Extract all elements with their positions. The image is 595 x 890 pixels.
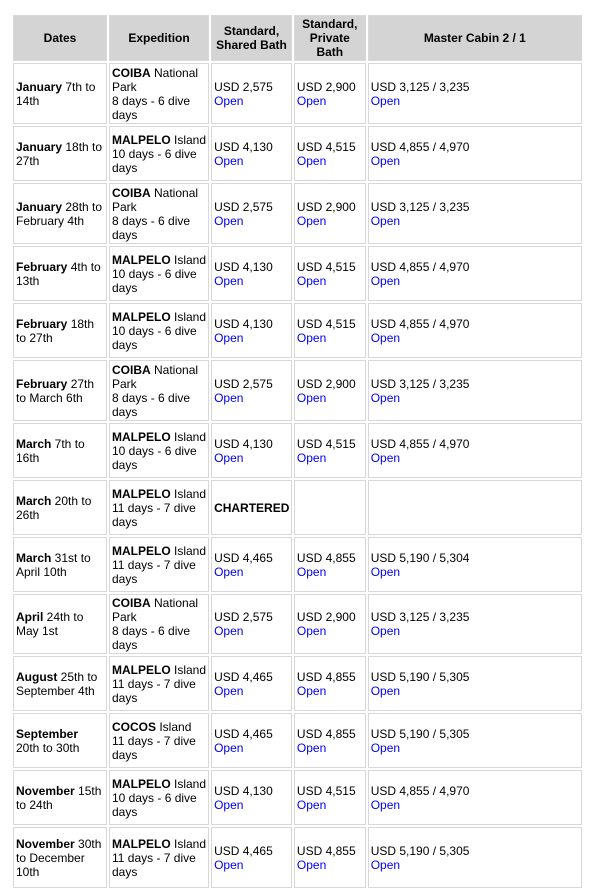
open-link[interactable]: Open bbox=[370, 740, 401, 755]
header-private-line3: Bath bbox=[316, 45, 344, 59]
expedition-duration: 11 days - 7 dive days bbox=[112, 733, 196, 762]
expedition-place: Island bbox=[170, 543, 207, 558]
table-row bbox=[13, 360, 582, 421]
price-shared-cell bbox=[211, 246, 292, 301]
price-master-cell bbox=[368, 713, 582, 768]
price-value: USD 2,575 bbox=[214, 79, 273, 94]
date-month: September bbox=[16, 726, 79, 741]
open-link[interactable]: Open bbox=[370, 330, 401, 345]
price-shared-cell bbox=[211, 63, 292, 124]
price-master-cell bbox=[368, 423, 582, 478]
price-value: USD 4,465 bbox=[214, 843, 273, 858]
price-private-cell bbox=[294, 537, 366, 592]
price-private-cell bbox=[294, 63, 366, 124]
expedition-name: MALPELO bbox=[112, 662, 171, 677]
price-shared-cell bbox=[211, 827, 292, 888]
price-value: USD 4,465 bbox=[214, 550, 273, 565]
price-value: USD 4,515 bbox=[296, 436, 356, 451]
header-shared-line2: Shared Bath bbox=[216, 38, 287, 52]
open-link[interactable]: Open bbox=[214, 93, 244, 108]
price-value: USD 3,125 / 3,235 bbox=[370, 199, 470, 214]
price-value: USD 2,575 bbox=[214, 376, 273, 391]
expedition-cell bbox=[109, 656, 209, 711]
price-master-cell bbox=[368, 827, 582, 888]
expedition-name: COIBA bbox=[112, 65, 151, 80]
expedition-name: MALPELO bbox=[112, 543, 171, 558]
price-master-cell bbox=[368, 770, 582, 825]
date-range: 7th to 14th bbox=[16, 79, 96, 108]
date-cell bbox=[13, 480, 107, 535]
header-row bbox=[13, 15, 582, 61]
table-row bbox=[13, 713, 582, 768]
price-private-cell bbox=[294, 303, 366, 358]
schedule-table bbox=[11, 13, 584, 890]
open-link[interactable]: Open bbox=[214, 740, 244, 755]
price-private-cell bbox=[294, 656, 366, 711]
date-cell bbox=[13, 183, 107, 244]
expedition-cell bbox=[109, 594, 209, 654]
expedition-place: National Park bbox=[112, 362, 199, 391]
open-link[interactable]: Open bbox=[214, 330, 244, 345]
expedition-name: MALPELO bbox=[112, 836, 171, 851]
open-link[interactable]: Open bbox=[296, 153, 327, 168]
price-value: USD 2,900 bbox=[296, 376, 356, 391]
price-value: USD 4,130 bbox=[214, 259, 273, 274]
price-private-cell bbox=[294, 827, 366, 888]
expedition-place: National Park bbox=[112, 596, 199, 624]
expedition-cell bbox=[109, 423, 209, 478]
price-value: USD 4,130 bbox=[214, 783, 273, 798]
open-link[interactable]: Open bbox=[296, 683, 327, 698]
open-link[interactable]: Open bbox=[214, 857, 244, 872]
expedition-place: National Park bbox=[112, 185, 199, 214]
expedition-place: Island bbox=[170, 836, 207, 851]
expedition-cell bbox=[109, 126, 209, 181]
price-shared-cell bbox=[211, 770, 292, 825]
price-value: USD 4,855 / 4,970 bbox=[370, 783, 470, 798]
price-master-cell bbox=[368, 594, 582, 654]
date-month: February bbox=[16, 316, 68, 331]
open-link[interactable]: Open bbox=[214, 683, 244, 698]
date-month: March bbox=[16, 493, 52, 508]
open-link[interactable]: Open bbox=[370, 273, 401, 288]
price-value: USD 3,125 / 3,235 bbox=[370, 610, 470, 624]
price-value: USD 4,855 bbox=[296, 726, 356, 741]
expedition-place: Island bbox=[170, 309, 207, 324]
price-shared-cell bbox=[211, 183, 292, 244]
expedition-name: MALPELO bbox=[112, 252, 171, 267]
expedition-duration: 11 days - 7 dive days bbox=[112, 676, 196, 705]
date-cell bbox=[13, 537, 107, 592]
open-link[interactable]: Open bbox=[370, 213, 401, 228]
table-row bbox=[13, 656, 582, 711]
price-value: USD 4,855 / 4,970 bbox=[370, 316, 470, 331]
price-master-cell bbox=[368, 360, 582, 421]
price-value: USD 2,575 bbox=[214, 610, 273, 624]
date-month: February bbox=[16, 376, 68, 391]
price-private-cell bbox=[294, 770, 366, 825]
price-value: USD 2,900 bbox=[296, 610, 356, 624]
open-link[interactable]: Open bbox=[296, 564, 327, 579]
expedition-cell bbox=[109, 713, 209, 768]
date-range: 4th to 13th bbox=[16, 259, 101, 288]
open-link[interactable]: Open bbox=[370, 683, 401, 698]
header-private-line2: Private bbox=[309, 31, 350, 45]
price-value: USD 4,130 bbox=[214, 436, 273, 451]
open-link[interactable]: Open bbox=[296, 797, 327, 812]
date-cell bbox=[13, 303, 107, 358]
table-row bbox=[13, 770, 582, 825]
expedition-place: Island bbox=[170, 252, 207, 267]
expedition-name: MALPELO bbox=[112, 486, 171, 501]
date-month: April bbox=[16, 610, 44, 624]
date-range: 7th to 16th bbox=[16, 436, 85, 465]
expedition-duration: 8 days - 6 dive days bbox=[112, 93, 191, 122]
date-cell bbox=[13, 594, 107, 654]
date-range: 27th to March 6th bbox=[16, 376, 95, 405]
table-row bbox=[13, 537, 582, 592]
price-value: USD 4,855 / 4,970 bbox=[370, 139, 470, 154]
open-link[interactable]: Open bbox=[214, 564, 244, 579]
date-range: 24th to May 1st bbox=[16, 610, 84, 638]
open-link[interactable]: Open bbox=[370, 624, 401, 638]
expedition-cell bbox=[109, 63, 209, 124]
date-month: November bbox=[16, 836, 75, 851]
expedition-name: MALPELO bbox=[112, 132, 171, 147]
price-private-cell bbox=[294, 246, 366, 301]
price-value: USD 5,190 / 5,304 bbox=[370, 550, 470, 565]
expedition-cell bbox=[109, 480, 209, 535]
expedition-name: COCOS bbox=[112, 719, 157, 734]
header-dates: Dates bbox=[13, 15, 107, 61]
price-value: USD 4,465 bbox=[214, 669, 273, 684]
price-value: USD 4,515 bbox=[296, 259, 356, 274]
table-row bbox=[13, 423, 582, 478]
date-cell bbox=[13, 360, 107, 421]
price-value: USD 2,575 bbox=[214, 199, 273, 214]
expedition-cell bbox=[109, 770, 209, 825]
price-private-cell bbox=[294, 183, 366, 244]
expedition-name: MALPELO bbox=[112, 776, 171, 791]
price-private-cell bbox=[294, 360, 366, 421]
price-master-cell bbox=[368, 183, 582, 244]
open-link[interactable]: Open bbox=[296, 273, 327, 288]
header-expedition: Expedition bbox=[109, 15, 209, 61]
header-shared-line1: Standard, bbox=[223, 24, 280, 38]
expedition-cell bbox=[109, 827, 209, 888]
expedition-name: MALPELO bbox=[112, 429, 171, 444]
date-month: March bbox=[16, 550, 52, 565]
chartered-cell bbox=[211, 480, 292, 535]
open-link[interactable]: Open bbox=[296, 450, 327, 465]
open-link[interactable]: Open bbox=[214, 273, 244, 288]
expedition-name: MALPELO bbox=[112, 309, 171, 324]
price-private-cell bbox=[294, 713, 366, 768]
expedition-duration: 10 days - 6 dive days bbox=[112, 266, 197, 295]
table-row bbox=[13, 63, 582, 124]
date-cell bbox=[13, 126, 107, 181]
date-cell bbox=[13, 770, 107, 825]
price-value: USD 4,515 bbox=[296, 783, 356, 798]
table-row bbox=[13, 827, 582, 888]
expedition-duration: 8 days - 6 dive days bbox=[112, 213, 191, 242]
price-master-cell bbox=[368, 537, 582, 592]
price-shared-cell bbox=[211, 537, 292, 592]
expedition-cell bbox=[109, 246, 209, 301]
price-value: USD 5,190 / 5,305 bbox=[370, 726, 470, 741]
open-link[interactable]: Open bbox=[370, 857, 401, 872]
open-link[interactable]: Open bbox=[370, 450, 401, 465]
date-month: February bbox=[16, 259, 68, 274]
open-link[interactable]: Open bbox=[370, 153, 401, 168]
price-private-cell bbox=[294, 423, 366, 478]
expedition-duration: 8 days - 6 dive days bbox=[112, 624, 191, 652]
open-link[interactable]: Open bbox=[214, 624, 244, 638]
price-master-cell bbox=[368, 63, 582, 124]
open-link[interactable]: Open bbox=[296, 857, 327, 872]
expedition-place: Island bbox=[156, 719, 192, 734]
expedition-duration: 10 days - 6 dive days bbox=[112, 146, 197, 175]
open-link[interactable]: Open bbox=[296, 93, 327, 108]
price-value: USD 3,125 / 3,235 bbox=[370, 79, 470, 94]
open-link[interactable]: Open bbox=[296, 390, 327, 405]
price-shared-cell bbox=[211, 303, 292, 358]
price-value: USD 4,515 bbox=[296, 316, 356, 331]
expedition-place: National Park bbox=[112, 65, 199, 94]
open-link[interactable]: Open bbox=[214, 390, 244, 405]
open-link[interactable]: Open bbox=[296, 213, 327, 228]
empty-cell bbox=[294, 480, 366, 535]
price-value: USD 5,190 / 5,305 bbox=[370, 669, 470, 684]
header-private-line1: Standard, bbox=[302, 17, 358, 31]
expedition-place: Island bbox=[170, 776, 207, 791]
open-link[interactable]: Open bbox=[296, 740, 327, 755]
table-row bbox=[13, 246, 582, 301]
open-link[interactable]: Open bbox=[296, 624, 327, 638]
price-value: USD 4,130 bbox=[214, 316, 273, 331]
date-month: January bbox=[16, 139, 63, 154]
expedition-place: Island bbox=[170, 429, 207, 444]
price-value: USD 3,125 / 3,235 bbox=[370, 376, 470, 391]
price-master-cell bbox=[368, 656, 582, 711]
open-link[interactable]: Open bbox=[214, 213, 244, 228]
price-master-cell bbox=[368, 303, 582, 358]
price-value: USD 2,900 bbox=[296, 79, 356, 94]
price-shared-cell bbox=[211, 656, 292, 711]
expedition-duration: 11 days - 7 dive days bbox=[112, 850, 196, 879]
price-value: USD 4,130 bbox=[214, 139, 273, 154]
chartered-label: CHARTERED bbox=[214, 500, 290, 515]
date-range: 15th to 24th bbox=[16, 783, 102, 812]
price-shared-cell bbox=[211, 594, 292, 654]
expedition-cell bbox=[109, 183, 209, 244]
expedition-cell bbox=[109, 537, 209, 592]
expedition-name: COIBA bbox=[112, 185, 151, 200]
price-value: USD 2,900 bbox=[296, 199, 356, 214]
expedition-place: Island bbox=[170, 132, 207, 147]
date-range: 18th to 27th bbox=[16, 316, 95, 345]
price-value: USD 4,465 bbox=[214, 726, 273, 741]
date-range: 18th to 27th bbox=[16, 139, 103, 168]
expedition-cell bbox=[109, 303, 209, 358]
table-row bbox=[13, 126, 582, 181]
date-cell bbox=[13, 246, 107, 301]
expedition-place: Island bbox=[170, 662, 207, 677]
price-shared-cell bbox=[211, 126, 292, 181]
header-master-cabin: Master Cabin 2 / 1 bbox=[368, 15, 582, 61]
date-cell bbox=[13, 713, 107, 768]
open-link[interactable]: Open bbox=[370, 797, 401, 812]
price-master-cell bbox=[368, 126, 582, 181]
price-value: USD 5,190 / 5,305 bbox=[370, 843, 470, 858]
expedition-duration: 10 days - 6 dive days bbox=[112, 790, 197, 819]
price-value: USD 4,855 bbox=[296, 669, 356, 684]
price-private-cell bbox=[294, 126, 366, 181]
expedition-cell bbox=[109, 360, 209, 421]
date-range: 20th to 30th bbox=[16, 740, 80, 755]
table-row bbox=[13, 480, 582, 535]
date-cell bbox=[13, 656, 107, 711]
price-shared-cell bbox=[211, 360, 292, 421]
expedition-name: COIBA bbox=[112, 596, 151, 610]
open-link[interactable]: Open bbox=[370, 93, 401, 108]
price-value: USD 4,855 bbox=[296, 843, 356, 858]
expedition-duration: 10 days - 6 dive days bbox=[112, 323, 197, 352]
date-month: January bbox=[16, 79, 63, 94]
expedition-place: Island bbox=[170, 486, 207, 501]
open-link[interactable]: Open bbox=[214, 450, 244, 465]
price-shared-cell bbox=[211, 713, 292, 768]
date-month: November bbox=[16, 783, 75, 798]
date-range: 30th to December 10th bbox=[16, 836, 102, 879]
table-row bbox=[13, 183, 582, 244]
open-link[interactable]: Open bbox=[370, 564, 401, 579]
price-private-cell bbox=[294, 594, 366, 654]
price-master-cell bbox=[368, 246, 582, 301]
date-range: 31st to April 10th bbox=[16, 550, 91, 579]
date-range: 25th to September 4th bbox=[16, 669, 98, 698]
header-standard-private bbox=[294, 15, 366, 61]
expedition-duration: 11 days - 7 dive days bbox=[112, 500, 196, 529]
expedition-duration: 10 days - 6 dive days bbox=[112, 443, 197, 472]
price-value: USD 4,515 bbox=[296, 139, 356, 154]
header-standard-shared bbox=[211, 15, 292, 61]
date-month: August bbox=[16, 669, 58, 684]
table-row bbox=[13, 594, 582, 654]
table-row bbox=[13, 303, 582, 358]
date-range: 28th to February 4th bbox=[16, 199, 103, 228]
date-range: 20th to 26th bbox=[16, 493, 92, 522]
date-cell bbox=[13, 63, 107, 124]
open-link[interactable]: Open bbox=[296, 330, 327, 345]
date-cell bbox=[13, 827, 107, 888]
date-cell bbox=[13, 423, 107, 478]
date-month: March bbox=[16, 436, 52, 451]
empty-cell bbox=[368, 480, 582, 535]
open-link[interactable]: Open bbox=[370, 390, 401, 405]
expedition-duration: 11 days - 7 dive days bbox=[112, 557, 196, 586]
open-link[interactable]: Open bbox=[214, 797, 244, 812]
expedition-duration: 8 days - 6 dive days bbox=[112, 390, 191, 419]
price-value: USD 4,855 bbox=[296, 550, 356, 565]
expedition-name: COIBA bbox=[112, 362, 151, 377]
open-link[interactable]: Open bbox=[214, 153, 244, 168]
date-month: January bbox=[16, 199, 63, 214]
price-shared-cell bbox=[211, 423, 292, 478]
price-value: USD 4,855 / 4,970 bbox=[370, 259, 470, 274]
price-value: USD 4,855 / 4,970 bbox=[370, 436, 470, 451]
